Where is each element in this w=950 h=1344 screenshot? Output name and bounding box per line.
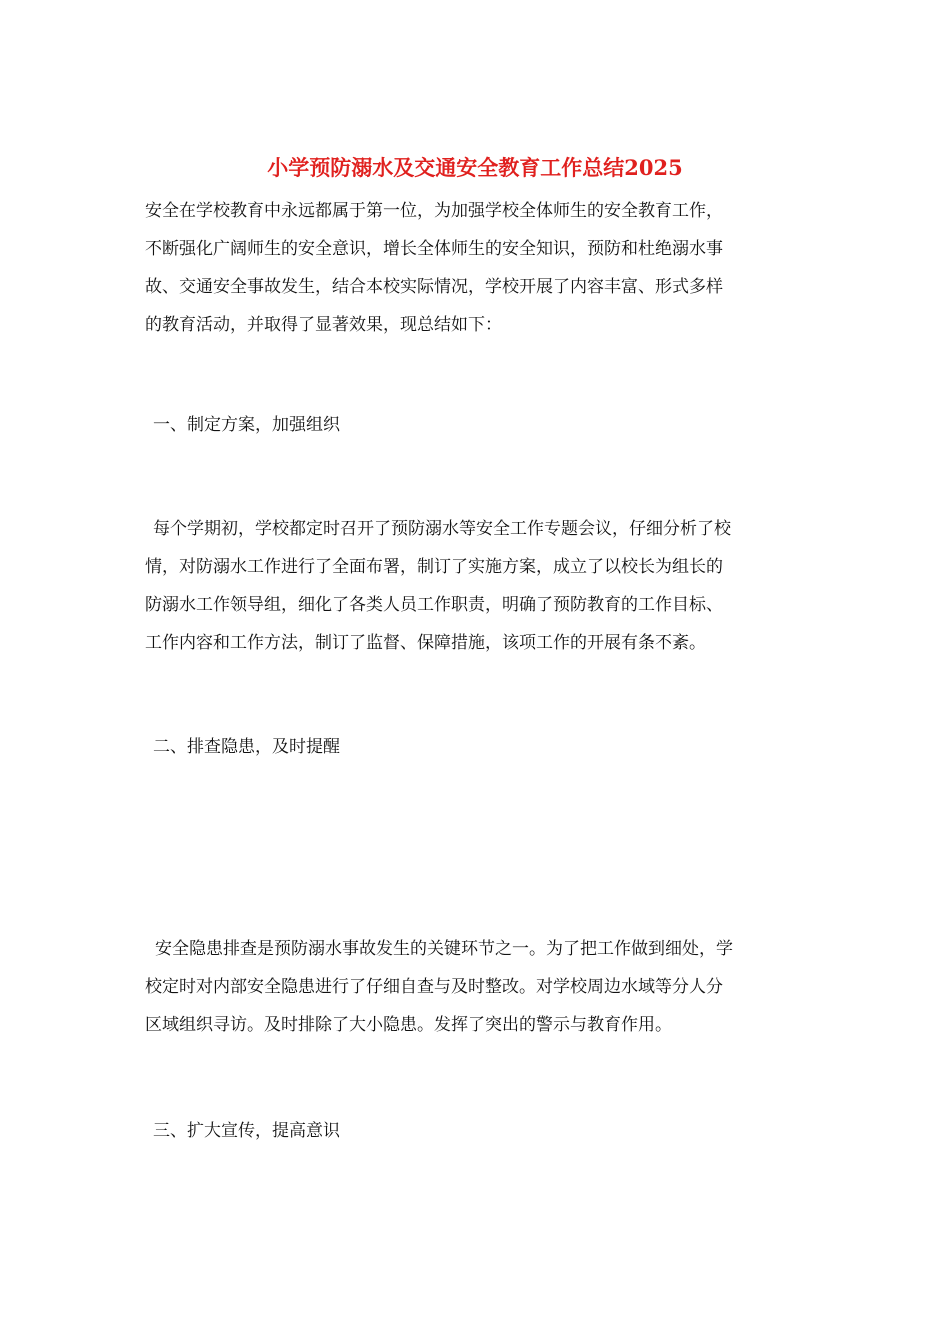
paragraph-line: 校定时对内部安全隐患进行了仔细自查与及时整改。对学校周边水域等分人分 <box>145 977 723 997</box>
paragraph-line: 情，对防溺水工作进行了全面布署，制订了实施方案，成立了以校长为组长的 <box>145 557 723 577</box>
section-heading-3: 三、扩大宣传，提高意识 <box>153 1121 340 1141</box>
intro-paragraph <box>145 192 810 344</box>
paragraph-line: 安全隐患排查是预防溺水事故发生的关键环节之一。为了把工作做到细处，学 <box>155 939 733 959</box>
paragraph-line: 每个学期初，学校都定时召开了预防溺水等安全工作专题会议，仔细分析了校 <box>153 519 731 539</box>
intro-line: 安全在学校教育中永远都属于第一位，为加强学校全体师生的安全教育工作， <box>145 201 723 221</box>
paragraph-line: 工作内容和工作方法，制订了监督、保障措施，该项工作的开展有条不紊。 <box>145 633 706 653</box>
document-title: 小学预防溺水及交通安全教育工作总结2025 <box>267 155 683 180</box>
paragraph-line: 区域组织寻访。及时排除了大小隐患。发挥了突出的警示与教育作用。 <box>145 1015 672 1035</box>
intro-line: 不断强化广阔师生的安全意识，增长全体师生的安全知识，预防和杜绝溺水事 <box>145 239 723 259</box>
intro-line: 的教育活动，并取得了显著效果，现总结如下： <box>145 315 502 335</box>
section-2-paragraph <box>145 930 810 1044</box>
intro-line: 故、交通安全事故发生，结合本校实际情况，学校开展了内容丰富、形式多样 <box>145 277 723 297</box>
paragraph-line: 防溺水工作领导组，细化了各类人员工作职责，明确了预防教育的工作目标、 <box>145 595 723 615</box>
section-heading-1: 一、制定方案，加强组织 <box>153 415 340 435</box>
section-1-paragraph <box>145 510 810 662</box>
section-heading-2: 二、排查隐患，及时提醒 <box>153 737 340 757</box>
